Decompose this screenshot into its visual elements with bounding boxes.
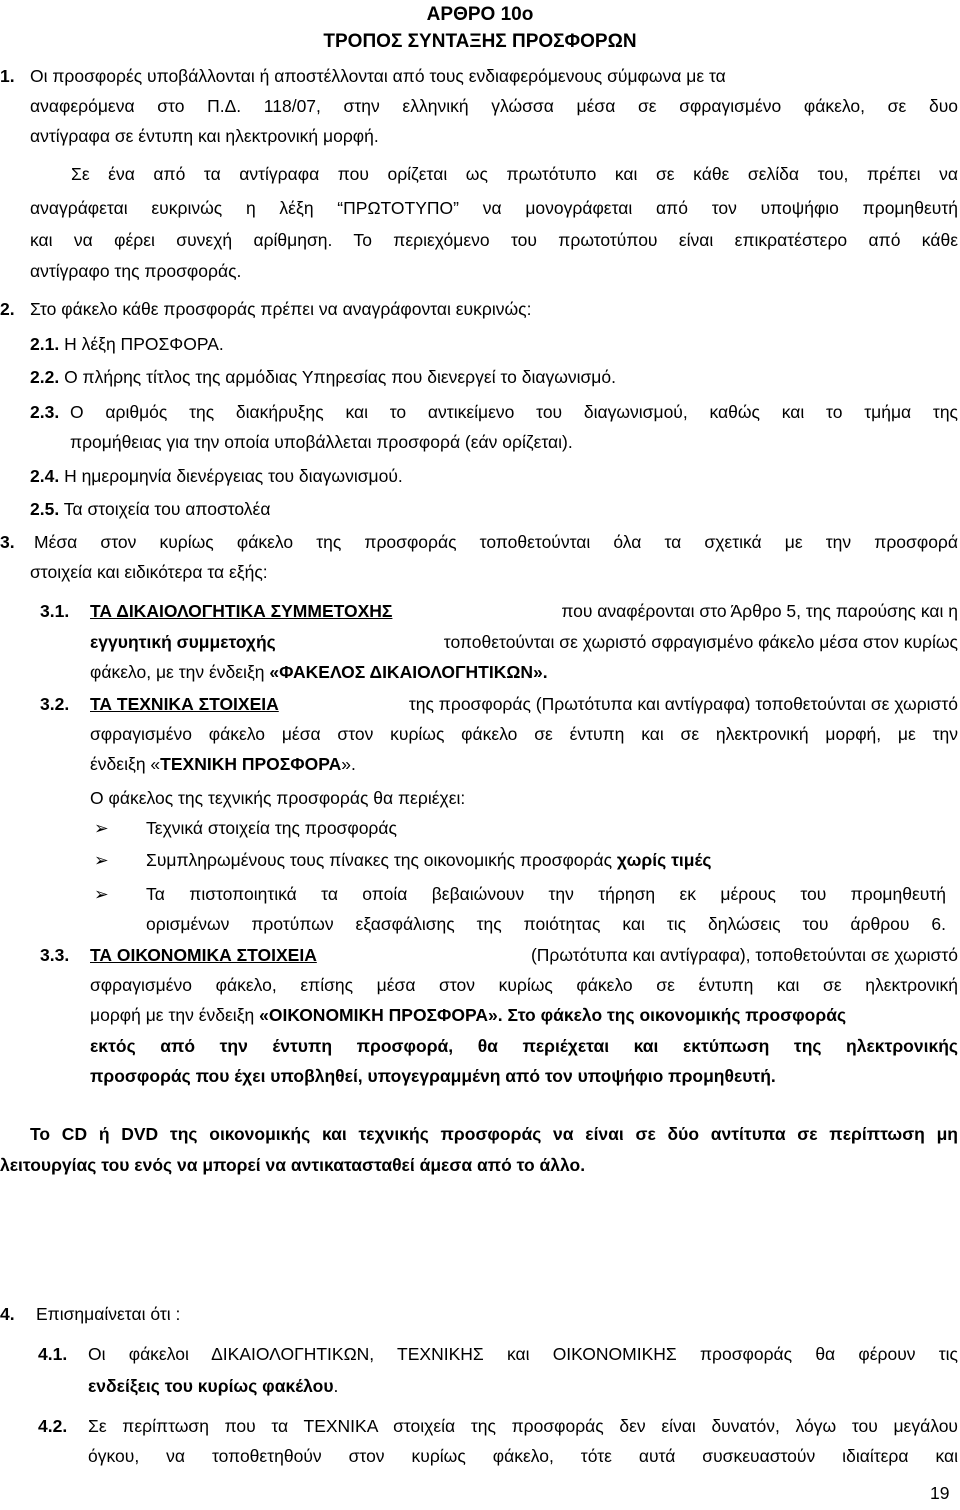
item-number: 4. [0, 1304, 15, 1324]
paragraph-line: αναγράφεται ευκρινώς η λέξη “ΠΡΩΤΟΤΥΠΟ” να μονογράφεται από τον υποψήφιο προμηθευτή [30, 198, 958, 218]
bullet-arrow-icon: ➢ [94, 884, 109, 904]
subitem-line: μορφή με την ένδειξη «ΟΙΚΟΝΟΜΙΚΗ ΠΡΟΣΦΟΡΑ». Στο φάκελο της οικονομικής προσφοράς [90, 1005, 847, 1025]
subitem-line: ΤΑ ΟΙΚΟΝΟΜΙΚΑ ΣΤΟΙΧΕΙΑ (Πρωτότυπα και αντίγραφα), τοποθετούνται σε χωριστό [90, 939, 958, 972]
subitem-number: 2.3. [30, 402, 60, 422]
subitem-line: Οι φάκελοι ΔΙΚΑΙΟΛΟΓΗΤΙΚΩΝ, ΤΕΧΝΙΚΗΣ και ΟΙΚΟΝΟΜΙΚΗΣ προσφοράς θα φέρουν τις [88, 1344, 958, 1364]
subitem-line: όγκου, να τοποθετηθούν στον κυρίως φάκελο, τότε αυτά συσκευαστούν ιδιαίτερα και [88, 1446, 958, 1466]
subitem: 2.1. Η λέξη ΠΡΟΣΦΟΡΑ. [30, 334, 224, 354]
paragraph-line: αντίγραφο της προσφοράς. [30, 261, 242, 281]
paragraph-line: Μέσα στον κυρίως φάκελο της προσφοράς τοποθετούνται όλα τα σχετικά με την προσφορά [34, 532, 958, 552]
paragraph-line: Στο φάκελο κάθε προσφοράς πρέπει να αναγράφονται ευκρινώς: [30, 299, 532, 319]
subitem-line: σφραγισμένο φάκελο, επίσης μέσα στον κυρίως φάκελο σε έντυπη και σε ηλεκτρονική [90, 975, 958, 995]
paragraph-line: Οι προσφορές υποβάλλονται ή αποστέλλονται από τους ενδιαφερόμενους σύμφωνα με τα [30, 66, 726, 86]
subitem-line: ΤΑ ΔΙΚΑΙΟΛΟΓΗΤΙΚΑ ΣΥΜΜΕΤΟΧΗΣ που αναφέρονται στο Άρθρο 5, της παρούσης και η [90, 595, 958, 628]
item-number: 2. [0, 299, 15, 319]
subitem-line: εγγυητική συμμετοχής τοποθετούνται σε χωριστό σφραγισμένο φάκελο μέσα στον κυρίως [90, 632, 958, 652]
subitem: προμήθειας για την οποία υποβάλλεται προσφορά (εάν ορίζεται). [70, 432, 573, 452]
subitem-number: 4.2. [38, 1416, 68, 1436]
subitem-number: 3.3. [40, 945, 70, 965]
paragraph-line: στοιχεία και ειδικότερα τα εξής: [30, 562, 268, 582]
subitem-line: ένδειξη «ΤΕΧΝΙΚΗ ΠΡΟΣΦΟΡΑ». [90, 754, 356, 774]
note-line: λειτουργίας του ενός να μπορεί να αντικατασταθεί άμεσα από το άλλο. [0, 1155, 586, 1175]
subitem: 2.5. Τα στοιχεία του αποστολέα [30, 499, 271, 519]
note-line: Το CD ή DVD της οικονομικής και τεχνικής προσφοράς να είναι σε δύο αντίτυπα σε περίπτωση μη [30, 1124, 958, 1144]
section-heading: ΤΑ ΔΙΚΑΙΟΛΟΓΗΤΙΚΑ ΣΥΜΜΕΤΟΧΗΣ [90, 601, 393, 621]
paragraph-line: αναφερόμενα στο Π.Δ. 118/07, στην ελληνική γλώσσα μέσα σε σφραγισμένο φάκελο, σε δυο [30, 96, 958, 116]
subitem-number: 3.2. [40, 694, 70, 714]
paragraph-line: Επισημαίνεται ότι : [36, 1304, 181, 1324]
subitem-number: 3.1. [40, 601, 70, 621]
subitem-line: φάκελο, με την ένδειξη «ΦΑΚΕΛΟΣ ΔΙΚΑΙΟΛΟΓΗΤΙΚΩΝ». [90, 662, 548, 682]
bullet-item: ορισμένων προτύπων εξασφάλισης της ποιότητας και τις δηλώσεις του άρθρου 6. [146, 914, 946, 934]
bullet-item: Τα πιστοποιητικά τα οποία βεβαιώνουν την τήρηση εκ μέρους του προμηθευτή [146, 884, 946, 904]
article-number: ΑΡΘΡΟ 10ο [426, 4, 534, 25]
page-title: ΤΡΟΠΟΣ ΣΥΝΤΑΞΗΣ ΠΡΟΣΦΟΡΩΝ [323, 31, 637, 52]
page-number: 19 [930, 1483, 950, 1503]
subitem-line: εκτός από την έντυπη προσφορά, θα περιέχεται και εκτύπωση της ηλεκτρονικής [90, 1036, 958, 1056]
subitem-line: ΤΑ ΤΕΧΝΙΚΑ ΣΤΟΙΧΕΙΑ της προσφοράς (Πρωτότυπα και αντίγραφα) τοποθετούνται σε χωριστό [90, 688, 958, 721]
subitem: Ο αριθμός της διακήρυξης και το αντικείμενο του διαγωνισμού, καθώς και το τμήμα της [70, 402, 958, 422]
subitem-line: ενδείξεις του κυρίως φακέλου. [88, 1376, 339, 1396]
bullet-arrow-icon: ➢ [94, 818, 109, 838]
item-number: 1. [0, 66, 15, 86]
subitem: 2.2. Ο πλήρης τίτλος της αρμόδιας Υπηρεσίας που διενεργεί το διαγωνισμό. [30, 367, 616, 387]
bullet-item: Συμπληρωμένους τους πίνακες της οικονομικής προσφοράς χωρίς τιμές [146, 850, 712, 870]
paragraph-line: και να φέρει συνεχή αρίθμηση. Το περιεχόμενο του πρωτοτύπου είναι επικρατέστερο από κάθε [30, 230, 958, 250]
subitem-line: προσφοράς που έχει υποβληθεί, υπογεγραμμένη από τον υποψήφιο προμηθευτή. [90, 1066, 776, 1086]
subitem-line: σφραγισμένο φάκελο μέσα στον κυρίως φάκελο σε έντυπη και σε ηλεκτρονική μορφή, με την [90, 724, 958, 744]
subitem-line: Ο φάκελος της τεχνικής προσφοράς θα περιέχει: [90, 788, 466, 808]
paragraph-line: αντίγραφα σε έντυπη και ηλεκτρονική μορφή. [30, 126, 379, 146]
section-heading: ΤΑ ΤΕΧΝΙΚΑ ΣΤΟΙΧΕΙΑ [90, 694, 279, 714]
section-heading: ΤΑ ΟΙΚΟΝΟΜΙΚΑ ΣΤΟΙΧΕΙΑ [90, 945, 317, 965]
bullet-item: Τεχνικά στοιχεία της προσφοράς [146, 818, 397, 838]
paragraph-line: Σε ένα από τα αντίγραφα που ορίζεται ως πρωτότυπο και σε κάθε σελίδα του, πρέπει να [71, 164, 958, 184]
item-number: 3. [0, 532, 15, 552]
subitem-line: Σε περίπτωση που τα ΤΕΧΝΙΚΑ στοιχεία της προσφοράς δεν είναι δυνατόν, λόγω του μεγάλου [88, 1416, 958, 1436]
subitem: 2.4. Η ημερομηνία διενέργειας του διαγωνισμού. [30, 466, 403, 486]
subitem-number: 4.1. [38, 1344, 68, 1364]
bullet-arrow-icon: ➢ [94, 850, 109, 870]
